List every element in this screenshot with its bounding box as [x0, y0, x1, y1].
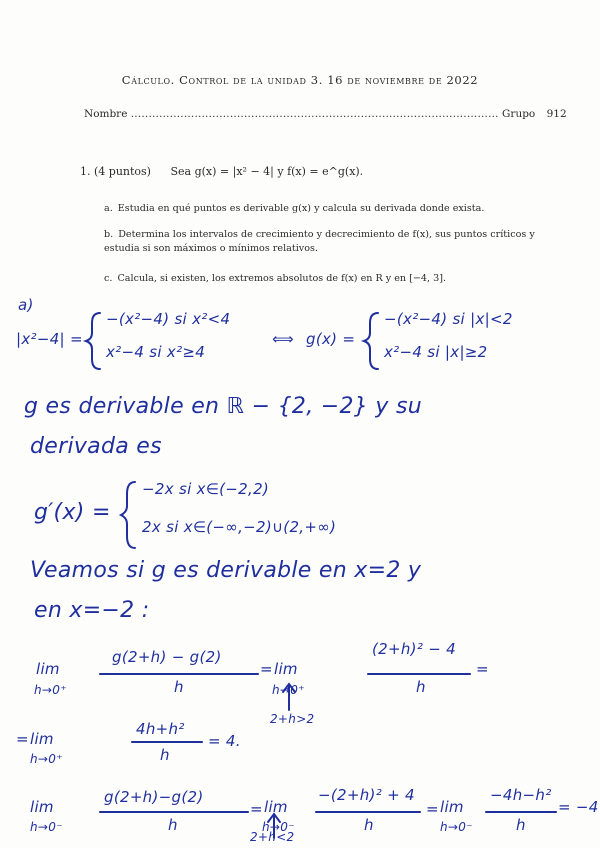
fraction-numerator: −4h−h²	[490, 786, 552, 804]
fraction-denominator: h	[160, 746, 170, 764]
gprime-case-1: −2x si x∈(−2,2)	[142, 480, 270, 498]
fraction-denominator: h	[364, 816, 374, 834]
fraction-numerator: 4h+h²	[136, 720, 185, 738]
equals-sign: =	[260, 660, 273, 678]
question-points: (4 puntos)	[94, 165, 151, 178]
lim-word: lim	[36, 660, 60, 678]
equals-sign: =	[250, 800, 263, 818]
derivable-sentence-1: g es derivable en ℝ − {2, −2} y su	[24, 394, 423, 419]
fraction-denominator: h	[168, 816, 178, 834]
lim-subscript: h→0⁺	[34, 683, 67, 697]
grupo-value: 912	[546, 108, 567, 120]
item-label: c.	[104, 273, 113, 284]
nombre-dots: ........................................................................................................	[130, 108, 499, 120]
fraction-denominator: h	[516, 816, 526, 834]
item-text: Estudia en qué puntos es derivable g(x) y calcula su derivada donde exista.	[117, 203, 485, 214]
item-label: a.	[104, 203, 113, 214]
abs-case-2: x²−4 si x²≥4	[106, 343, 206, 361]
part-label: a)	[18, 296, 34, 314]
lim-subscript: h→0⁻	[30, 820, 63, 834]
side-condition: 2+h>2	[270, 712, 315, 726]
fraction-numerator: g(2+h)−g(2)	[104, 788, 204, 806]
lim-word: lim	[274, 660, 298, 678]
lim-word: lim	[440, 798, 464, 816]
question-number: 1.	[80, 165, 91, 178]
side-condition: 2+h<2	[250, 830, 295, 844]
limit-result: = 4.	[208, 732, 241, 750]
brace-left	[86, 313, 100, 369]
item-label: b.	[104, 229, 114, 240]
derivable-sentence-2: derivada es	[30, 434, 162, 459]
g-case-1: −(x²−4) si |x|<2	[384, 310, 513, 328]
fraction-numerator: (2+h)² − 4	[372, 640, 456, 658]
limit-result: = −4	[558, 798, 599, 816]
g-case-2: x²−4 si |x|≥2	[384, 343, 488, 361]
abs-lhs: |x²−4| =	[16, 330, 83, 348]
lim-subscript: h→0⁺	[272, 683, 305, 697]
equals-sign: =	[426, 800, 439, 818]
question-statement: Sea g(x) = |x² − 4| y f(x) = e^g(x).	[170, 165, 364, 178]
item-text: Determina los intervalos de crecimiento y decrecimiento de f(x), sus puntos críticos y estudia si son máximos o mínimos relativos.	[104, 229, 535, 254]
question-item-b	[104, 228, 550, 256]
lim-word: lim	[264, 798, 288, 816]
lim-subscript: h→0⁻	[440, 820, 473, 834]
brace-left	[121, 482, 135, 548]
gprime-case-2: 2x si x∈(−∞,−2)∪(2,+∞)	[142, 518, 337, 536]
check-sentence-2: en x=−2 :	[34, 598, 150, 623]
exam-title: Cálculo. Control de la unidad 3. 16 de noviembre de 2022	[121, 73, 479, 87]
question-item-c	[104, 272, 550, 286]
equiv-symbol: ⟺	[272, 330, 294, 348]
equals-sign: =	[16, 730, 29, 748]
question-header	[80, 165, 363, 178]
brace-left	[364, 313, 378, 369]
check-sentence-1: Veamos si g es derivable en x=2 y	[30, 558, 422, 583]
grupo-label: Grupo	[502, 108, 536, 120]
name-line	[84, 108, 567, 120]
lim-subscript: h→0⁺	[30, 752, 63, 766]
nombre-label: Nombre	[84, 108, 128, 120]
item-text: Calcula, si existen, los extremos absolutos de f(x) en R y en [−4, 3].	[117, 273, 447, 284]
gprime-lhs: g′(x) =	[34, 500, 111, 525]
lim-word: lim	[30, 798, 54, 816]
fraction-numerator: g(2+h) − g(2)	[112, 648, 222, 666]
lim-subscript: h→0⁻	[262, 820, 295, 834]
lim-word: lim	[30, 730, 54, 748]
question-item-a	[104, 202, 550, 216]
equals-sign: =	[476, 660, 489, 678]
abs-case-1: −(x²−4) si x²<4	[106, 310, 231, 328]
fraction-numerator: −(2+h)² + 4	[318, 786, 415, 804]
g-lhs: g(x) =	[306, 330, 356, 348]
fraction-denominator: h	[174, 678, 184, 696]
fraction-denominator: h	[416, 678, 426, 696]
